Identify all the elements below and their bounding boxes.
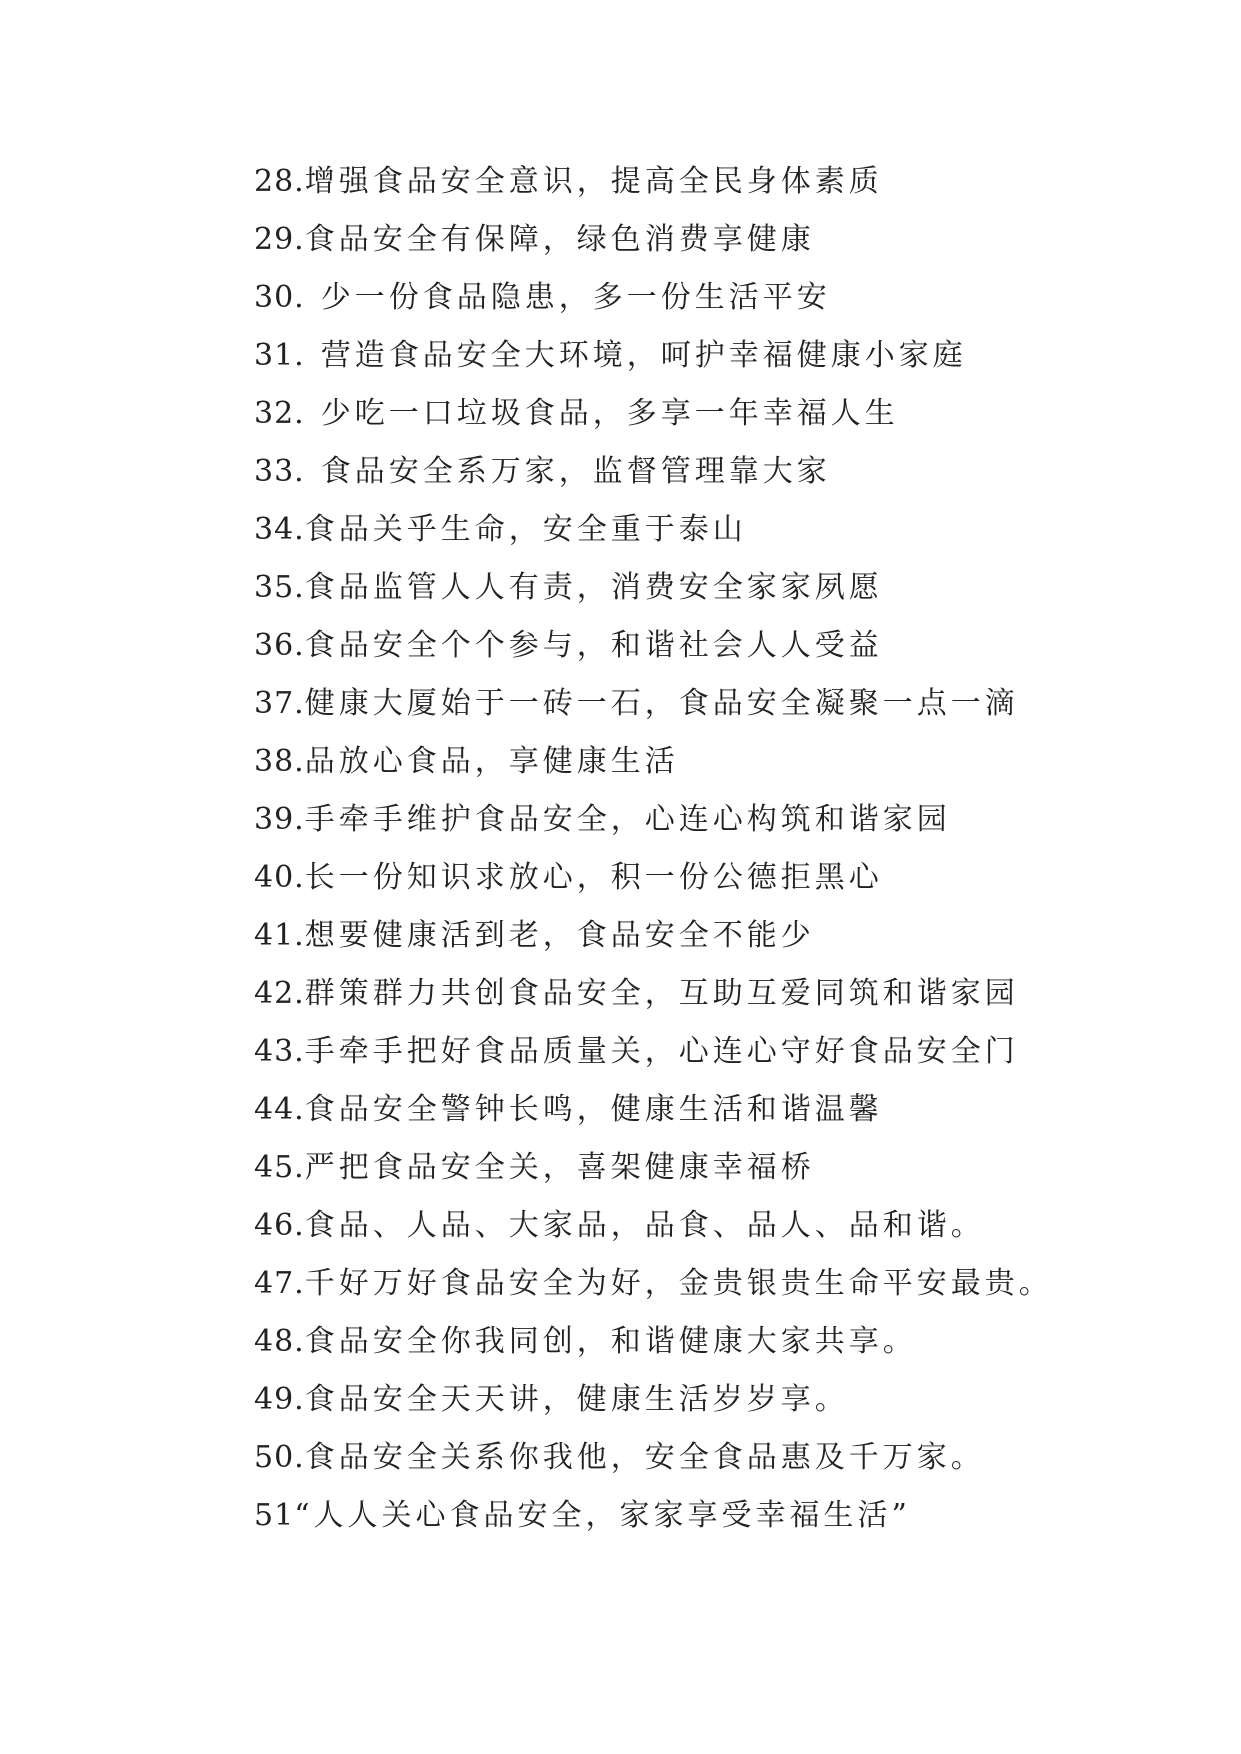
list-item	[254, 1255, 1053, 1313]
item-text: 食品、人品、大家品，品食、品人、品和谐。	[304, 1208, 985, 1243]
list-item	[254, 443, 1053, 501]
list-item	[254, 327, 1053, 385]
item-text: 想要健康活到老，食品安全不能少	[304, 918, 815, 953]
item-text: 千好万好食品安全为好，金贵银贵生命平安最贵。	[304, 1266, 1053, 1301]
item-text: 健康大厦始于一砖一石，食品安全凝聚一点一滴	[304, 686, 1019, 721]
item-number: 36.	[254, 628, 305, 663]
list-item	[254, 501, 1053, 559]
item-number: 29.	[254, 222, 305, 257]
item-text: 食品安全有保障，绿色消费享健康	[304, 222, 815, 257]
list-item	[254, 1371, 1053, 1429]
item-text: 营造食品安全大环境，呵护幸福健康小家庭	[320, 338, 967, 373]
item-text: 手牵手把好食品质量关，心连心守好食品安全门	[304, 1034, 1019, 1069]
item-number: 34.	[254, 512, 305, 547]
item-number: 35.	[254, 570, 305, 605]
slogan-list	[254, 153, 1053, 1545]
item-text: 食品关乎生命，安全重于泰山	[304, 512, 747, 547]
item-text: 手牵手维护食品安全，心连心构筑和谐家园	[304, 802, 951, 837]
item-number: 33.	[254, 454, 305, 489]
item-number: 48.	[254, 1324, 305, 1359]
item-number: 30.	[254, 280, 305, 315]
item-text: 食品安全天天讲，健康生活岁岁享。	[304, 1382, 849, 1417]
list-item	[254, 617, 1053, 675]
item-number: 39.	[254, 802, 305, 837]
item-text: 食品监管人人有责，消费安全家家夙愿	[304, 570, 883, 605]
list-item	[254, 1023, 1053, 1081]
list-item	[254, 733, 1053, 791]
item-text: 少吃一口垃圾食品，多享一年幸福人生	[320, 396, 899, 431]
list-item	[254, 675, 1053, 733]
item-number: 38.	[254, 744, 305, 779]
item-text: 品放心食品，享健康生活	[304, 744, 679, 779]
list-item	[254, 849, 1053, 907]
item-text: 食品安全关系你我他，安全食品惠及千万家。	[304, 1440, 985, 1475]
list-item	[254, 1197, 1053, 1255]
list-item	[254, 269, 1053, 327]
list-item	[254, 559, 1053, 617]
item-number: 28.	[254, 164, 305, 199]
item-text: 食品安全个个参与，和谐社会人人受益	[304, 628, 883, 663]
list-item	[254, 1429, 1053, 1487]
item-number: 32.	[254, 396, 305, 431]
list-item	[254, 1313, 1053, 1371]
item-text: 少一份食品隐患，多一份生活平安	[320, 280, 831, 315]
list-item	[254, 211, 1053, 269]
item-number: 43.	[254, 1034, 305, 1069]
list-item	[254, 791, 1053, 849]
list-item	[254, 1487, 1053, 1545]
list-item	[254, 907, 1053, 965]
item-number: 31.	[254, 338, 305, 373]
item-text: “人人关心食品安全，家家享受幸福生活”	[294, 1498, 911, 1533]
list-item	[254, 385, 1053, 443]
item-number: 50.	[254, 1440, 305, 1475]
item-text: 食品安全警钟长鸣，健康生活和谐温馨	[304, 1092, 883, 1127]
item-number: 49.	[254, 1382, 305, 1417]
item-text: 严把食品安全关，喜架健康幸福桥	[304, 1150, 815, 1185]
item-text: 食品安全系万家，监督管理靠大家	[320, 454, 831, 489]
item-number: 46.	[254, 1208, 305, 1243]
list-item	[254, 1081, 1053, 1139]
item-number: 40.	[254, 860, 305, 895]
item-text: 增强食品安全意识，提高全民身体素质	[304, 164, 883, 199]
item-number: 51	[254, 1498, 295, 1533]
item-number: 41.	[254, 918, 305, 953]
list-item	[254, 965, 1053, 1023]
list-item	[254, 1139, 1053, 1197]
item-number: 45.	[254, 1150, 305, 1185]
item-text: 长一份知识求放心，积一份公德拒黑心	[304, 860, 883, 895]
item-text: 食品安全你我同创，和谐健康大家共享。	[304, 1324, 917, 1359]
item-text: 群策群力共创食品安全，互助互爱同筑和谐家园	[304, 976, 1019, 1011]
item-number: 44.	[254, 1092, 305, 1127]
item-number: 42.	[254, 976, 305, 1011]
item-number: 37.	[254, 686, 305, 721]
item-number: 47.	[254, 1266, 305, 1301]
list-item	[254, 153, 1053, 211]
